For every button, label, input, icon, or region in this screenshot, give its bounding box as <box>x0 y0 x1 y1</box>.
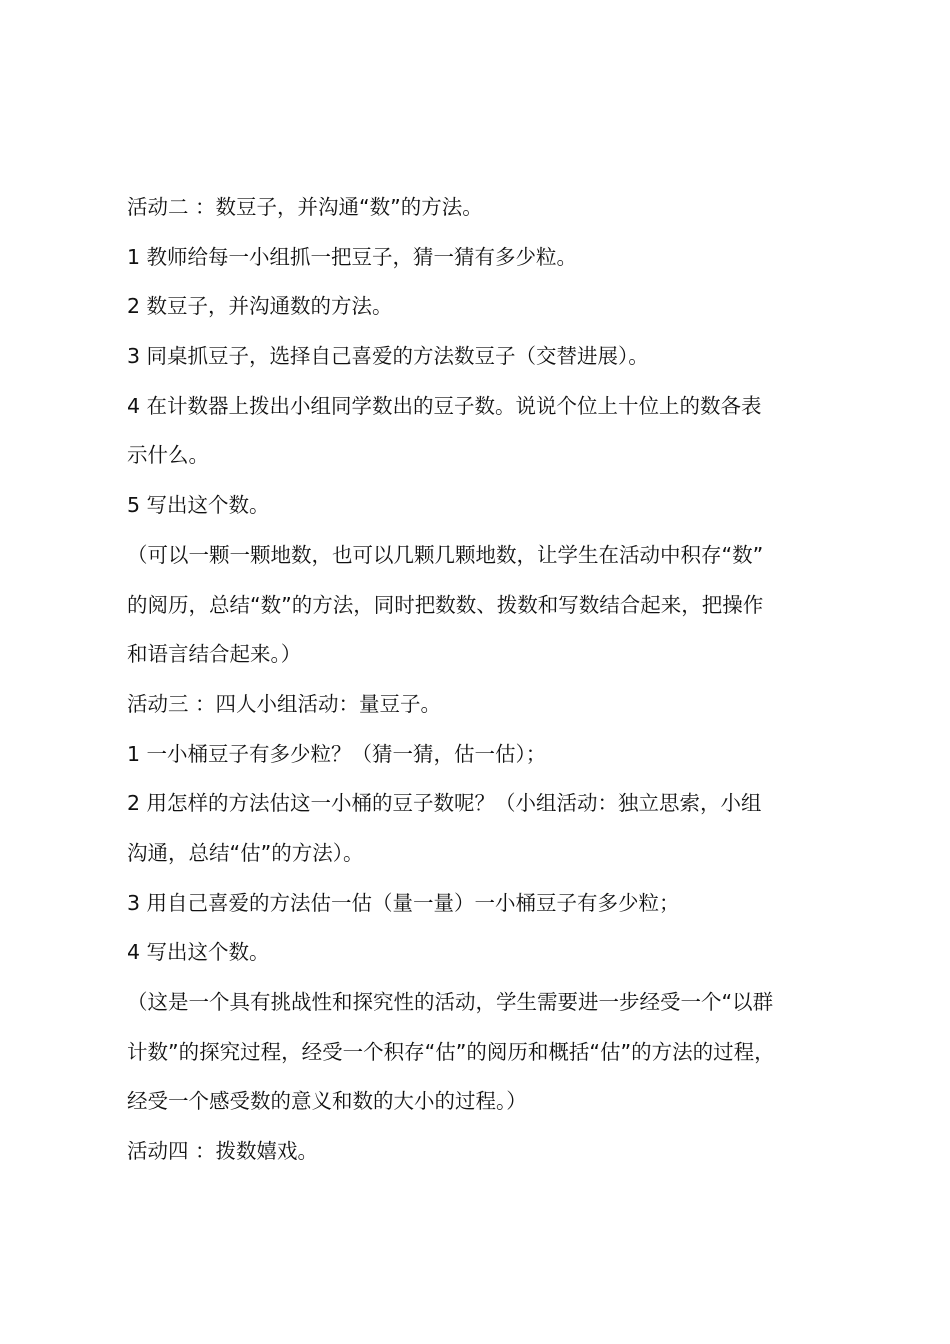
activity-2-note-line-3: 和语言结合起来。） <box>127 642 302 667</box>
activity-3-step-4: 4 写出这个数。 <box>127 940 270 965</box>
activity-2-step-3: 3 同桌抓豆子，选择自己喜爱的方法数豆子（交替进展）。 <box>127 344 649 369</box>
activity-3-note-line-2: 计数”的探究过程，经受一个积存“估”的阅历和概括“估”的方法的过程， <box>127 1039 775 1064</box>
activity-3-step-1: 1 一小桶豆子有多少粒？（猜一猜，估一估）； <box>127 741 547 766</box>
activity-3-note-line-3: 经受一个感受数的意义和数的大小的过程。） <box>127 1089 527 1114</box>
activity-3-step-3: 3 用自己喜爱的方法估一估（量一量）一小桶豆子有多少粒； <box>127 890 680 915</box>
document-page <box>127 183 833 1177</box>
activity-2-step-4-line-1: 4 在计数器上拨出小组同学数出的豆子数。说说个位上十位上的数各表 <box>127 393 762 418</box>
activity-2-heading: 活动二 ：数豆子，并沟通“数”的方法。 <box>127 195 483 219</box>
activity-2-step-4-line-2: 示什么。 <box>127 443 209 468</box>
activity-2-step-5: 5 写出这个数。 <box>127 493 270 518</box>
activity-3-step-2-line-2: 沟通，总结“估”的方法）。 <box>127 840 364 865</box>
activity-3-step-2-line-1: 2 用怎样的方法估这一小桶的豆子数呢？（小组活动：独立思索，小组 <box>127 791 762 816</box>
activity-2-step-1: 1 教师给每一小组抓一把豆子，猜一猜有多少粒。 <box>127 244 578 269</box>
activity-3-note-line-1: （这是一个具有挑战性和探究性的活动，学生需要进一步经受一个“以群 <box>127 990 774 1014</box>
activity-2-step-2: 2 数豆子，并沟通数的方法。 <box>127 294 393 319</box>
activity-2-note-line-2: 的阅历，总结“数”的方法，同时把数数、拨数和写数结合起来，把操作 <box>127 592 764 617</box>
activity-4-heading: 活动四 ：拨数嬉戏。 <box>127 1139 319 1164</box>
activity-2-note-line-1: （可以一颗一颗地数，也可以几颗几颗地数，让学生在活动中积存“数” <box>127 542 764 567</box>
activity-3-heading: 活动三 ：四人小组活动：量豆子。 <box>127 691 442 716</box>
